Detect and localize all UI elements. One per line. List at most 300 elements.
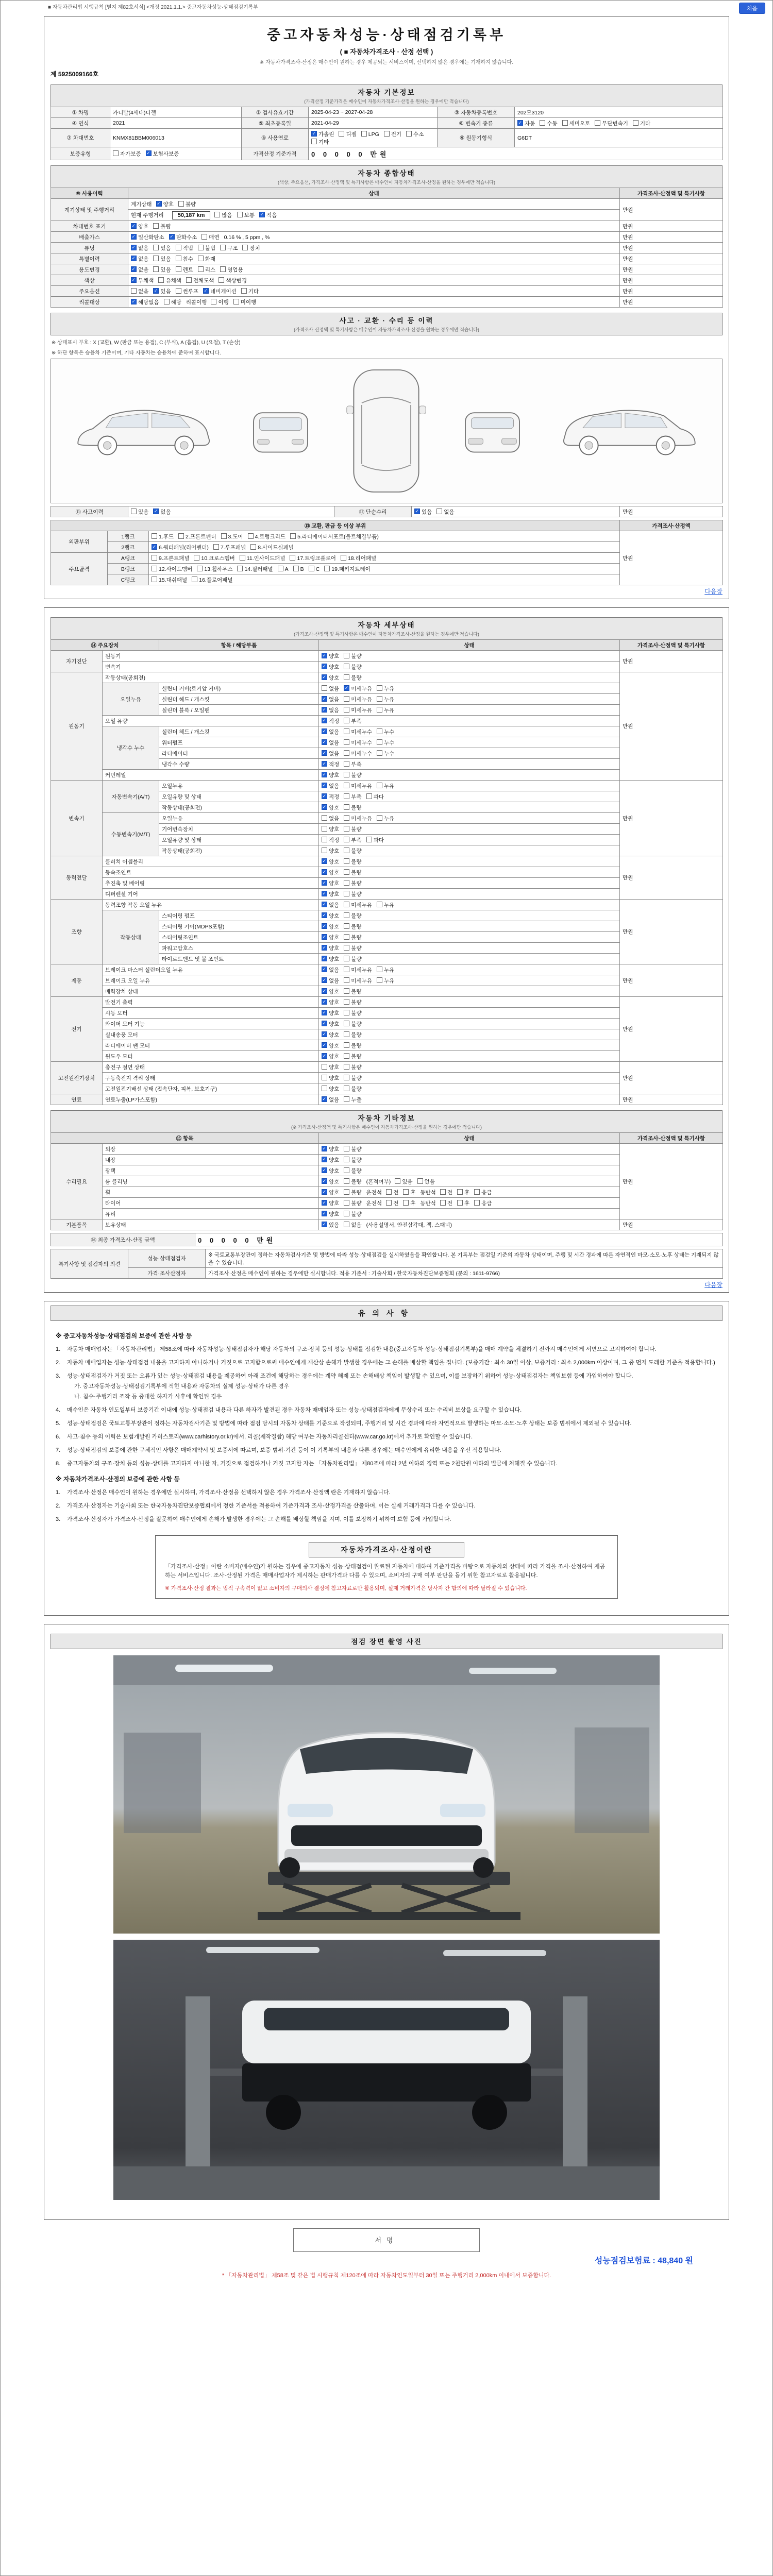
checkbox-option — [344, 998, 361, 1006]
checkbox-option — [344, 1167, 361, 1175]
cell: 용도변경 — [51, 264, 128, 275]
home-button[interactable]: 처음 — [739, 3, 765, 14]
option-label: 없음 — [329, 750, 340, 757]
checkbox-option — [344, 836, 361, 844]
unchecked-checkbox-icon — [377, 696, 382, 702]
cell: 만원 — [620, 651, 723, 672]
table-row — [51, 997, 723, 1008]
cell: 고전원전기배선 상태 (접속단자, 피복, 보호기구) — [103, 1083, 319, 1094]
cell: G6DT — [515, 129, 723, 147]
checkbox-option — [344, 1053, 361, 1060]
cell: 클러치 어셈블리 — [103, 856, 319, 867]
checkbox-option — [237, 565, 273, 573]
checkbox-option — [153, 508, 171, 516]
unchecked-checkbox-icon — [233, 299, 239, 304]
exchange-repair-table-container — [51, 520, 722, 585]
cell: 만원 — [620, 1219, 723, 1230]
checkbox-option — [406, 130, 424, 138]
cell: ① 차명 — [51, 107, 110, 118]
option-label: 1.후드 — [159, 533, 174, 540]
checkbox-option — [131, 244, 148, 252]
checkbox-option — [322, 760, 339, 768]
cell: 기본품목 — [51, 1219, 103, 1230]
notice-item-number: 7. — [56, 1447, 61, 1453]
option-label: 불량 — [351, 664, 362, 670]
checked-checkbox-icon — [131, 299, 137, 304]
unchecked-checkbox-icon — [377, 739, 382, 745]
table-row — [51, 900, 723, 910]
checked-checkbox-icon — [322, 653, 327, 658]
option-label: 없음 — [160, 509, 171, 515]
cell — [319, 759, 620, 770]
option-label: 불량 — [351, 891, 362, 897]
option-label: 과다 — [373, 793, 384, 800]
unchecked-checkbox-icon — [152, 555, 157, 561]
option-label: 없음 — [329, 1096, 340, 1103]
checkbox-option — [322, 1199, 339, 1207]
checkbox-option — [233, 298, 256, 306]
option-label: 양호 — [329, 653, 340, 659]
unchecked-checkbox-icon — [344, 761, 349, 767]
checkbox-option — [366, 836, 384, 844]
cell — [319, 1051, 620, 1062]
cell: 구동축전지 격리 상태 — [103, 1073, 319, 1083]
cell — [128, 286, 620, 297]
cell: 0 0 0 0 0 만원 — [195, 1233, 723, 1246]
notice-item-text: 성능·상태점검자가 거짓 또는 오류가 있는 성능·상태점검 내용을 제공하여 아래 조건에 해당하는 경우에는 계약 해제 또는 손해배상 책임이 발생할 수 있으며, 이를 보장하기 위하여 성능·상태점검자는 책임보험 등에 가입하여야 합니다. 가. 중고자동차성능·상태점검기록부에 적힌 내용과 자동차의 실제 성능·상태가 다른 경우 나. 침수·주행거리 조작 등 중대한 하자가 사후에 확인된 경우 — [67, 1372, 717, 1401]
checkbox-option — [344, 674, 361, 682]
option-label: 누수 — [383, 750, 395, 757]
checkbox-option — [403, 1189, 415, 1196]
cell: 동력조향 작동 오일 누유 — [103, 900, 319, 910]
cell — [319, 845, 620, 856]
checkbox-option — [197, 565, 232, 573]
notice-item-text: 자동차 매매업자는 성능·상태점검 내용을 고지하지 아니하거나 거짓으로 고지함으로써 매수인에게 재산상 손해가 발생한 경우에는 그 손해를 배상할 책임을 집니다. (보증기간 : 최소 30일 이상, 보증거리 : 최소 2,000km 이상이며, 그 중 먼저 도래한 기준을 적용합니다.) — [67, 1359, 715, 1366]
checkbox-option — [344, 1063, 361, 1071]
checkbox-option — [203, 287, 237, 295]
form-reference-note: ■ 자동차관리법 시행규칙 [별지 제82호서식] <개정 2021.1.1.> 중고자동차성능·상태점검기록부 — [48, 5, 259, 10]
option-label: 누수 — [383, 728, 395, 735]
checkbox-option — [176, 287, 198, 295]
checked-checkbox-icon — [322, 761, 327, 767]
checkbox-option — [322, 1189, 339, 1196]
option-label: 가솔린 — [318, 131, 334, 138]
option-label: 보험사보증 — [153, 150, 179, 157]
checked-checkbox-icon — [322, 1031, 327, 1037]
option-label: 양호 — [329, 826, 340, 833]
cell: 스티어링 펌프 — [159, 910, 319, 921]
unchecked-checkbox-icon — [153, 266, 159, 272]
option-label: 응급 — [481, 1189, 492, 1196]
unchecked-checkbox-icon — [192, 577, 197, 582]
cell-text: (흔적여부) — [366, 1178, 391, 1185]
option-label: 8.사이드실패널 — [258, 544, 294, 551]
checkbox-option — [194, 554, 234, 562]
checkbox-option — [322, 879, 339, 887]
checkbox-option — [386, 1189, 398, 1196]
checkbox-option — [131, 233, 164, 241]
unchecked-checkbox-icon — [344, 988, 349, 994]
cell: 만원 — [620, 781, 723, 856]
option-label: 보통 — [244, 212, 255, 218]
unchecked-checkbox-icon — [344, 1042, 349, 1048]
checkbox-option — [322, 1074, 339, 1082]
cell — [309, 129, 438, 147]
cell — [319, 737, 620, 748]
option-label: 색상변경 — [226, 277, 247, 284]
checked-checkbox-icon — [322, 1189, 327, 1195]
checked-checkbox-icon — [344, 685, 349, 691]
checkbox-option — [322, 858, 339, 866]
notice-subtitle: ※ 자동차가격조사·산정의 보증에 관한 사항 등 — [56, 1476, 180, 1483]
cell: 원동기 — [51, 672, 103, 781]
unchecked-checkbox-icon — [474, 1189, 480, 1195]
unchecked-checkbox-icon — [457, 1189, 463, 1195]
cell: 상태 — [319, 640, 620, 651]
checkbox-option — [377, 739, 394, 747]
checked-checkbox-icon — [322, 945, 327, 951]
unchecked-checkbox-icon — [344, 1086, 349, 1091]
option-label: 매연 — [209, 234, 220, 241]
basic-info-table-container — [51, 107, 722, 160]
checkbox-option — [322, 977, 339, 985]
checkbox-option — [322, 923, 339, 930]
section-note: (색상, 주요옵션, 가격조사·산정액 및 특기사항은 매수인이 자동차가격조사·산정을 원하는 경우에만 적습니다) — [277, 180, 496, 185]
cell: 등속조인트 — [103, 867, 319, 878]
checkbox-option — [131, 298, 159, 306]
report-sheet — [44, 16, 729, 2279]
cell — [128, 221, 620, 232]
checkbox-option — [344, 739, 372, 747]
checkbox-option — [290, 554, 335, 562]
mileage-value: 50,187 km — [172, 211, 211, 219]
option-label: 양호 — [329, 1200, 340, 1207]
misc-info-table — [51, 1132, 723, 1230]
unchecked-checkbox-icon — [344, 999, 349, 1005]
car-rear-diagram — [460, 404, 525, 458]
option-label: 불량 — [351, 1178, 362, 1185]
cell: 특별이력 — [51, 253, 128, 264]
table-row — [51, 232, 723, 243]
notice-item-text: 가격조사·산정자는 기술사회 또는 한국자동차진단보증협회에서 정한 기준서를 적용하여 기준가격과 조사·산정가격을 산출하며, 이는 실제 거래가격과 다를 수 있습니다. — [67, 1502, 476, 1509]
option-label: 화재 — [205, 256, 216, 262]
checkbox-option — [344, 1096, 361, 1104]
checkbox-option — [344, 1156, 361, 1164]
cell — [319, 1155, 620, 1165]
section-title: 사고 · 교환 · 수리 등 이력 — [339, 317, 434, 325]
cell: 윈도우 모터 — [103, 1051, 319, 1062]
unchecked-checkbox-icon — [322, 1064, 327, 1070]
checked-checkbox-icon — [322, 902, 327, 907]
checkbox-option — [344, 1042, 361, 1049]
option-label: 전 — [393, 1200, 399, 1207]
document-number: 제 5925009166호 — [51, 71, 99, 78]
cell: 실린더 헤드 / 개스킷 — [159, 694, 319, 705]
checked-checkbox-icon — [322, 934, 327, 940]
cell: C랭크 — [108, 574, 149, 585]
checkbox-option — [131, 255, 148, 263]
section-header-overall — [51, 165, 722, 188]
option-label: 양호 — [329, 772, 340, 778]
option-label: 후 — [410, 1189, 416, 1196]
cell: B랭크 — [108, 564, 149, 574]
unchecked-checkbox-icon — [436, 509, 442, 514]
unchecked-checkbox-icon — [344, 707, 349, 713]
table-row — [51, 243, 723, 253]
checkbox-option — [241, 287, 259, 295]
cell — [319, 932, 620, 943]
checkbox-option — [250, 544, 294, 551]
cell: 광택 — [103, 1165, 319, 1176]
table-row — [51, 297, 723, 308]
option-label: 없음 — [329, 977, 340, 984]
section-note: (가격산정 기준가격은 매수인이 자동차가격조사·산정을 원하는 경우에만 적습니다) — [304, 99, 469, 104]
cell: 만원 — [620, 506, 723, 517]
cell — [319, 694, 620, 705]
checked-checkbox-icon — [517, 120, 523, 126]
option-label: 불량 — [351, 999, 362, 1006]
unchecked-checkbox-icon — [344, 1010, 349, 1015]
cell: 만원 — [620, 964, 723, 997]
checked-checkbox-icon — [322, 1021, 327, 1026]
option-label: 없음 — [329, 696, 340, 703]
unchecked-checkbox-icon — [344, 696, 349, 702]
table-row — [51, 672, 723, 683]
unchecked-checkbox-icon — [158, 277, 164, 283]
option-label: 미세누유 — [351, 815, 372, 822]
checkbox-option — [219, 277, 247, 284]
cell: 계기상태 및 주행거리 — [51, 199, 128, 221]
cell — [319, 683, 620, 694]
option-label: 불량 — [351, 1086, 362, 1092]
checkbox-option — [198, 244, 215, 252]
unchecked-checkbox-icon — [377, 685, 382, 691]
unchecked-checkbox-icon — [344, 1200, 349, 1206]
unchecked-checkbox-icon — [131, 509, 137, 514]
option-label: 양호 — [329, 848, 340, 854]
option-label: 부족 — [351, 761, 362, 768]
unchecked-checkbox-icon — [344, 793, 349, 799]
checkbox-option — [322, 1009, 339, 1017]
cell: 냉각수 누수 — [103, 726, 159, 770]
option-label: 후 — [464, 1189, 470, 1196]
option-label: 있음 — [138, 509, 149, 515]
checkbox-option — [322, 1178, 339, 1185]
checkbox-option — [153, 244, 171, 252]
option-label: 침수 — [182, 256, 193, 262]
checkbox-option — [457, 1199, 469, 1207]
option-label: 누수 — [383, 739, 395, 746]
option-label: 양호 — [329, 858, 340, 865]
unchecked-checkbox-icon — [152, 566, 157, 571]
unchecked-checkbox-icon — [197, 566, 203, 571]
option-label: 적법 — [182, 245, 193, 251]
option-label: 불량 — [185, 201, 196, 208]
checkbox-option — [540, 120, 557, 127]
notice-subitem: 가. 중고자동차성능·상태점검기록부에 적힌 내용과 자동차의 실제 성능·상태가 다른 경우 — [74, 1383, 290, 1389]
unchecked-checkbox-icon — [178, 533, 184, 539]
section-title: 자동차 기본정보 — [358, 89, 415, 96]
section-note: (가격조사·산정액 및 특기사항은 매수인이 자동차가격조사·산정을 원하는 경우에만 적습니다) — [294, 632, 479, 637]
cell — [319, 1073, 620, 1083]
checkbox-option — [344, 717, 361, 725]
table-row — [51, 264, 723, 275]
unchecked-checkbox-icon — [237, 566, 243, 571]
cell: 추진축 및 베어링 — [103, 878, 319, 889]
option-label: 양호 — [329, 1075, 340, 1081]
checkbox-option — [322, 836, 339, 844]
checked-checkbox-icon — [322, 967, 327, 972]
checked-checkbox-icon — [156, 201, 162, 207]
unchecked-checkbox-icon — [339, 131, 344, 137]
option-label: 불량 — [351, 772, 362, 778]
cell: 실린더 블록 / 오일팬 — [159, 705, 319, 716]
option-label: 누유 — [383, 707, 395, 714]
checkbox-option — [344, 847, 361, 855]
checkbox-option — [198, 266, 215, 274]
option-label: 양호 — [329, 1064, 340, 1071]
unchecked-checkbox-icon — [248, 533, 254, 539]
checkbox-option — [474, 1199, 492, 1207]
checkbox-option — [152, 544, 209, 551]
checkbox-option — [344, 1085, 361, 1093]
unchecked-checkbox-icon — [377, 977, 382, 983]
option-label: 양호 — [163, 201, 174, 208]
unchecked-checkbox-icon — [211, 299, 216, 304]
unchecked-checkbox-icon — [290, 555, 295, 561]
option-label: 디젤 — [346, 131, 357, 138]
unchecked-checkbox-icon — [322, 848, 327, 853]
cell: 202모3120 — [515, 107, 723, 118]
checkbox-option — [131, 508, 148, 516]
checked-checkbox-icon — [131, 277, 137, 283]
section-title: 자동차 종합상태 — [358, 170, 415, 177]
car-damage-diagrams — [51, 359, 722, 503]
cell: 라디에이터 — [159, 748, 319, 759]
notice-item-number: 5. — [56, 1420, 61, 1427]
cell: 오일유량 및 상태 — [159, 835, 319, 845]
checked-checkbox-icon — [322, 858, 327, 864]
option-label: 13.휠하우스 — [204, 566, 233, 572]
option-label: LPG — [368, 131, 379, 138]
checkbox-option — [322, 912, 339, 920]
option-label: 일산화탄소 — [138, 234, 164, 241]
checked-checkbox-icon — [322, 772, 327, 777]
checked-checkbox-icon — [322, 1146, 327, 1151]
next-page-link[interactable]: 다음장 — [704, 1281, 722, 1289]
option-label: 무채색 — [138, 277, 154, 284]
unchecked-checkbox-icon — [213, 544, 219, 550]
cell: 만원 — [620, 1094, 723, 1105]
checkbox-option — [322, 663, 339, 671]
cell — [319, 705, 620, 716]
checkbox-option — [417, 1178, 435, 1185]
section-page-1 — [44, 16, 729, 599]
unchecked-checkbox-icon — [178, 201, 184, 207]
option-label: 누출 — [351, 1096, 362, 1103]
option-label: 구조 — [227, 245, 238, 251]
cell: 2랭크 — [108, 542, 149, 553]
next-page-link[interactable]: 다음장 — [704, 588, 722, 595]
cell — [319, 943, 620, 954]
inspection-fee-label: 성능점검보험료 : — [594, 2256, 656, 2265]
cell: 튜닝 — [51, 243, 128, 253]
checkbox-option — [322, 955, 339, 963]
option-label: 불량 — [351, 934, 362, 941]
checkbox-option — [344, 652, 361, 660]
cell: ② 검사유효기간 — [242, 107, 309, 118]
unchecked-checkbox-icon — [344, 728, 349, 734]
cell — [128, 297, 620, 308]
checkbox-option — [344, 1009, 361, 1017]
checkbox-option — [344, 663, 361, 671]
unchecked-checkbox-icon — [386, 1200, 392, 1206]
checkbox-option — [322, 1020, 339, 1028]
unchecked-checkbox-icon — [194, 555, 199, 561]
cell — [319, 1198, 620, 1209]
table-row — [51, 129, 723, 147]
cell: 스티어링 기어(MDPS포함) — [159, 921, 319, 932]
option-label: 자동 — [525, 120, 535, 127]
option-label: 자가보증 — [120, 150, 141, 157]
checkbox-option — [322, 944, 339, 952]
option-label: 없음 — [329, 739, 340, 746]
checkbox-option — [192, 576, 232, 584]
option-label: 있음 — [329, 1222, 340, 1228]
notice-item-number: 4. — [56, 1406, 61, 1413]
notice-item-number: 3. — [56, 1372, 61, 1379]
checkbox-option — [156, 200, 174, 208]
checkbox-option — [152, 576, 187, 584]
unchecked-checkbox-icon — [344, 967, 349, 972]
checkbox-option — [344, 815, 372, 822]
unchecked-checkbox-icon — [198, 256, 204, 261]
document-subtitle-note: ※ 자동차가격조사·산정은 매수인이 원하는 경우 제공되는 서비스이며, 선택하지 않은 경우에는 기재하지 않습니다. — [259, 60, 514, 65]
checked-checkbox-icon — [322, 956, 327, 961]
checkbox-option — [344, 782, 372, 790]
cell: 커먼레일 — [103, 770, 319, 781]
checkbox-option — [377, 815, 394, 822]
unchecked-checkbox-icon — [344, 1211, 349, 1216]
cell: 가격조사·산정액 및 특기사항 — [620, 640, 723, 651]
checked-checkbox-icon — [322, 728, 327, 734]
option-label: 있음 — [160, 256, 171, 262]
checkbox-option — [213, 544, 246, 551]
unchecked-checkbox-icon — [562, 120, 568, 126]
option-label: 불량 — [351, 674, 362, 681]
option-label: 17.트렁크플로어 — [297, 555, 336, 562]
option-label: 미이행 — [240, 299, 257, 306]
option-label: 후 — [410, 1200, 416, 1207]
cell: 만원 — [620, 672, 723, 781]
cell: 기어변속장치 — [159, 824, 319, 835]
option-label: 양호 — [329, 1146, 340, 1153]
pricing-definition-box — [155, 1535, 618, 1599]
inspector-opinion-table — [51, 1249, 723, 1279]
unchecked-checkbox-icon — [344, 1178, 349, 1184]
cell: 시동 모터 — [103, 1008, 319, 1019]
checkbox-option — [214, 211, 232, 219]
cell: 만원 — [620, 531, 723, 585]
checked-checkbox-icon — [322, 804, 327, 810]
notice-item-number: 1. — [56, 1346, 61, 1352]
checkbox-option — [131, 223, 148, 230]
checked-checkbox-icon — [131, 245, 137, 250]
option-label: 불량 — [351, 1053, 362, 1060]
cell: 워터펌프 — [159, 737, 319, 748]
notice-item-number: 3. — [56, 1516, 61, 1522]
cell: 만원 — [620, 997, 723, 1062]
